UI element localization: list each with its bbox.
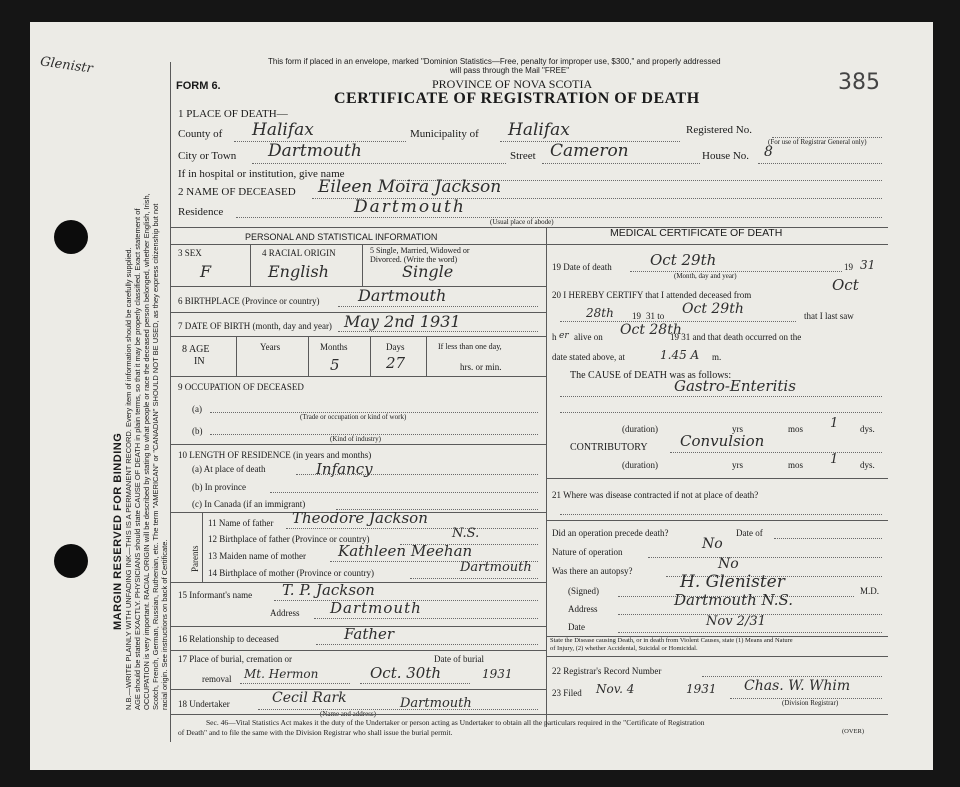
province-heading: PROVINCE OF NOVA SCOTIA [432, 77, 593, 91]
cause-value: Gastro-Enteritis [674, 377, 796, 395]
certify-to-value: Oct 29th [682, 301, 744, 317]
duration-value-1: 1 [830, 416, 839, 431]
hrs-min: hrs. or min. [460, 362, 502, 372]
county-value: Halifax [252, 120, 314, 140]
occ-a: (a) [192, 404, 202, 414]
alive-date-value: Oct 28th [620, 322, 682, 338]
row-line-17 [170, 689, 546, 690]
footer-line-2: of Death" and to file the same with the Division Registrar who shall issue the burial permit. [178, 728, 453, 737]
filed-value: Nov. 4 [596, 682, 635, 696]
undertaker-line [258, 709, 538, 710]
res-b-label: (b) In province [192, 482, 246, 492]
date-burial-label: Date of burial [434, 654, 484, 664]
med-date-line [618, 632, 882, 633]
residence-length-label: 10 LENGTH OF RESIDENCE (in years and months) [178, 450, 372, 460]
alive-on-label: alive on [574, 332, 603, 342]
occ-b: (b) [192, 426, 203, 436]
city-value: Dartmouth [268, 141, 362, 161]
parents-label: Parents [190, 545, 200, 572]
binding-hole-bottom [54, 544, 88, 578]
row-line-8 [170, 376, 546, 377]
burial-date-line [360, 683, 470, 684]
registered-no-label: Registered No. [686, 124, 752, 136]
med-date-value: Nov 2/31 [706, 614, 766, 629]
certify-to-label: 31 to [646, 311, 665, 321]
burial-year-value: 1931 [482, 667, 513, 681]
house-no-label: House No. [702, 150, 750, 162]
center-divider [546, 227, 547, 727]
row-line-7 [170, 336, 546, 337]
nature-line [648, 557, 882, 558]
informant-address-line [314, 618, 538, 619]
duration-value-2: 1 [830, 452, 839, 467]
filed-year: 1931 [686, 682, 717, 696]
filed-label: 23 Filed [552, 688, 582, 698]
dob-line [338, 331, 538, 332]
medical-line-20 [546, 478, 888, 479]
months-value: 5 [330, 356, 340, 374]
contracted-line [560, 514, 882, 515]
cause-line [560, 396, 882, 397]
autopsy-value: No [718, 556, 739, 572]
operation-label: Did an operation precede death? [552, 528, 669, 538]
place-of-death-label: 1 PLACE OF DEATH— [178, 108, 288, 120]
death-year-value: 31 [860, 258, 876, 272]
undertaker-label: 18 Undertaker [178, 699, 230, 709]
occ-a-hint: (Trade or occupation or kind of work) [300, 413, 407, 421]
removal-line [240, 683, 350, 684]
mother-label: 13 Maiden name of mother [208, 551, 306, 561]
nature-label: Nature of operation [552, 547, 623, 557]
parents-divider [202, 512, 203, 582]
med-address-label: Address [568, 604, 598, 614]
informant-address-value: Dartmouth [330, 599, 422, 617]
residence-value: Dartmouth [354, 197, 466, 217]
removal-label: removal [202, 674, 232, 684]
father-birth-value: N.S. [452, 526, 480, 541]
footer-over: (OVER) [842, 728, 865, 735]
city-line [252, 163, 506, 164]
stamp-number: 385 [838, 70, 880, 95]
undertaker-hint: (Name and address) [320, 710, 376, 718]
age-label-in: IN [194, 356, 205, 367]
time-value: 1.45 A [660, 348, 700, 362]
row-line-9 [170, 444, 546, 445]
race-divider [362, 244, 363, 286]
house-no-value: 8 [764, 144, 773, 160]
death-certificate [30, 22, 933, 770]
race-value: English [268, 262, 329, 281]
margin-note-line-3: OCCUPATION is very important. RACIAL ORIGIN will be described by stating to what people or race the deceased person belonged, whether English, Irish, [142, 193, 151, 710]
certify-from-value: Oct [832, 276, 859, 294]
registrar-signature: Chas. W. Whim [744, 678, 851, 694]
deceased-name-label: 2 NAME OF DECEASED [178, 186, 296, 198]
mother-birth-line [410, 578, 538, 579]
operation-line [774, 538, 882, 539]
informant-address-label: Address [270, 608, 300, 618]
medical-line-note [546, 656, 888, 657]
time-m-label: m. [712, 352, 722, 362]
residence-line [236, 217, 882, 218]
father-label: 11 Name of father [208, 518, 274, 528]
medical-line-21 [546, 520, 888, 521]
street-value: Cameron [550, 141, 629, 161]
months-label: Months [320, 342, 348, 352]
certify-label: 20 I HEREBY CERTIFY that I attended deceased from [552, 290, 752, 300]
years-label: Years [260, 342, 281, 352]
contributory-value: Convulsion [680, 432, 765, 450]
days-value: 27 [386, 354, 406, 372]
birthplace-line [338, 306, 538, 307]
father-birth-label: 12 Birthplace of father (Province or country) [208, 534, 370, 544]
alive-label: h [552, 332, 557, 342]
cause-label: The CAUSE of DEATH was as follows: [570, 370, 732, 381]
date-stated-label: date stated above, at [552, 352, 625, 362]
signed-value: H. Glenister [680, 572, 785, 592]
margin-note-line-1: N.B.—WRITE PLAINLY WITH UNFADING INK—THIS IS A PERMANENT RECORD. Every item of information should be carefully supplied. [124, 247, 133, 710]
relationship-label: 16 Relationship to deceased [178, 634, 279, 644]
autopsy-label: Was there an autopsy? [552, 566, 633, 576]
duration-yrs-1: yrs [732, 424, 743, 434]
relationship-value: Father [344, 625, 395, 643]
sex-value: F [200, 262, 212, 281]
city-label: City or Town [178, 150, 237, 162]
medical-title-line [546, 244, 888, 245]
mail-notice: This form if placed in an envelope, marked "Dominion Statistics—Free, penalty for improper use, $300," and properly addressed [268, 57, 721, 66]
personal-section-title: PERSONAL AND STATISTICAL INFORMATION [245, 232, 438, 242]
sex-divider [250, 244, 251, 286]
mail-notice-free: will pass through the Mail "FREE" [450, 66, 570, 75]
municipality-label: Municipality of [410, 128, 479, 140]
md-label: M.D. [860, 586, 880, 596]
mother-birth-label: 14 Birthplace of mother (Province or country) [208, 568, 374, 578]
margin-handwritten-note: Glenistr [39, 54, 94, 77]
mother-birth-value: Dartmouth [460, 560, 532, 575]
age-col-4 [426, 336, 427, 376]
footer-line-1: Sec. 46—Vital Statistics Act makes it the duty of the Undertaker or person acting as Undertaker to obtain all the particulars required in the "Certificate of Registration [206, 718, 705, 727]
dob-label: 7 DATE OF BIRTH (month, day and year) [178, 321, 332, 331]
less-than-day: If less than one day, [438, 342, 502, 351]
certify-to-19: 19 [632, 311, 641, 321]
age-col-2 [308, 336, 309, 376]
marital-label-1: 5 Single, Married, Widowed or [370, 246, 470, 255]
duration-mos-1: mos [788, 424, 804, 434]
footer-line [170, 714, 888, 715]
medical-note-1: State the Disease causing Death, or in death from Violent Causes, state (1) Means and Nature [550, 637, 793, 644]
contributory-label: CONTRIBUTORY [570, 442, 648, 453]
relationship-line [316, 644, 538, 645]
birthplace-label: 6 BIRTHPLACE (Province or country) [178, 296, 320, 306]
personal-title-line [170, 244, 546, 245]
signed-label: (Signed) [568, 586, 599, 596]
age-label: 8 AGE [182, 344, 210, 355]
marital-value: Single [402, 262, 454, 281]
informant-label: 15 Informant's name [178, 590, 253, 600]
residence-hint: (Usual place of abode) [490, 218, 554, 226]
med-address-value: Dartmouth N.S. [674, 591, 793, 609]
father-line [286, 528, 538, 529]
father-value: Theodore Jackson [292, 509, 428, 527]
death-date-label: 19 Date of death [552, 262, 612, 272]
res-a-label: (a) At place of death [192, 464, 266, 474]
residence-label: Residence [178, 206, 224, 218]
duration-label-2: (duration) [622, 460, 658, 470]
res-b-line [270, 492, 538, 493]
duration-mos-2: mos [788, 460, 804, 470]
registrar-use-hint: (For use of Registrar General only) [768, 138, 867, 146]
race-label: 4 RACIAL ORIGIN [262, 248, 336, 258]
occ-b-hint: (Kind of industry) [330, 435, 381, 443]
duration-label-1: (duration) [622, 424, 658, 434]
contracted-label: 21 Where was disease contracted if not at place of death? [552, 490, 759, 500]
birthplace-value: Dartmouth [358, 286, 447, 305]
res-value: Infancy [316, 460, 373, 478]
age-col-1 [236, 336, 237, 376]
binding-margin-title: MARGIN RESERVED FOR BINDING [112, 432, 124, 630]
deceased-name-value: Eileen Moira Jackson [318, 177, 502, 197]
nature-value: No [702, 536, 723, 552]
death-year-label: 19 [844, 262, 853, 272]
burial-label: 17 Place of burial, cremation or [178, 654, 292, 664]
certify-from-day: 28th [586, 306, 614, 320]
undertaker-value: Cecil Rark [272, 690, 347, 706]
burial-date-value: Oct. 30th [370, 664, 442, 682]
res-c-label: (c) In Canada (if an immigrant) [192, 499, 306, 509]
alive-rest: 19 31 and that death occurred on the [670, 332, 802, 342]
duration-dys-1: dys. [860, 424, 875, 434]
death-date-hint: (Month, day and year) [674, 272, 737, 280]
margin-note-line-2: AGE should be stated EXACTLY. PHYSICIANS should state CAUSE OF DEATH in plain terms, so that it may be properly classified. Exact statement of [133, 208, 142, 710]
undertaker-address: Dartmouth [400, 696, 472, 711]
form-number: FORM 6. [176, 80, 221, 92]
margin-note-line-4: Scotch, French, German, Russian, Ruthenian, etc. The term "AMERICAN" or "CANADIAN" SHOULD NOT BE USED, as they express citizenship but not [151, 203, 160, 710]
medical-note-2: of Injury, (2) whether Accidental, Suicidal or Homicidal. [550, 645, 698, 652]
alive-value: er [559, 331, 569, 341]
age-col-3 [370, 336, 371, 376]
days-label: Days [386, 342, 405, 352]
sex-label: 3 SEX [178, 248, 202, 258]
street-label: Street [510, 150, 536, 162]
dob-value: May 2nd 1931 [344, 312, 461, 331]
duration-dys-2: dys. [860, 460, 875, 470]
marital-label-2: Divorced. (Write the word) [370, 255, 458, 264]
med-date-label: Date [568, 622, 585, 632]
occupation-label: 9 OCCUPATION OF DECEASED [178, 382, 304, 392]
record-number-label: 22 Registrar's Record Number [552, 666, 662, 676]
duration-yrs-2: yrs [732, 460, 743, 470]
certificate-title: CERTIFICATE OF REGISTRATION OF DEATH [334, 90, 700, 107]
cause-line-2 [560, 412, 882, 413]
contributory-line [670, 452, 882, 453]
death-date-value: Oct 29th [650, 251, 717, 269]
municipality-value: Halifax [508, 120, 570, 140]
mother-value: Kathleen Meehan [338, 542, 473, 560]
row-line-16 [170, 650, 546, 651]
res-a-line [296, 474, 538, 475]
house-no-line [758, 163, 882, 164]
hospital-label: If in hospital or institution, give name [178, 168, 345, 180]
binding-hole-top [54, 220, 88, 254]
record-number-line [702, 676, 882, 677]
last-saw-label: that I last saw [804, 311, 854, 321]
margin-note-line-5: racial origin. See instructions on back of Certificate. [160, 539, 169, 710]
medical-section-title: MEDICAL CERTIFICATE OF DEATH [610, 227, 783, 239]
removal-value: Mt. Hermon [244, 667, 319, 681]
street-line [542, 163, 700, 164]
operation-date-label: Date of [736, 528, 763, 538]
division-registrar-hint: (Division Registrar) [782, 699, 839, 707]
county-label: County of [178, 128, 223, 140]
informant-value: T. P. Jackson [282, 581, 375, 599]
